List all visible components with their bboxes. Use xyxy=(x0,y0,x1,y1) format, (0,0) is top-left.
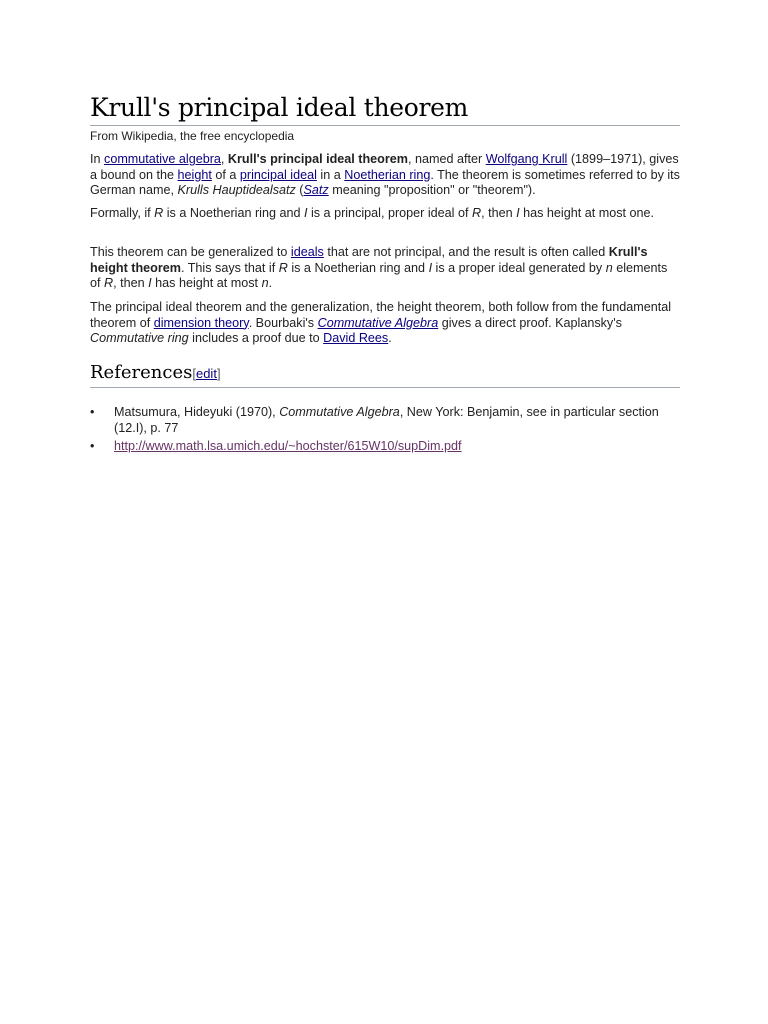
text: The principal ideal theorem and the generalization, the height theorem, both follow from the fundamental theorem of xyxy=(90,300,672,330)
edit-section xyxy=(192,366,220,381)
math-var: R xyxy=(278,260,288,275)
math-var: I xyxy=(516,206,520,220)
section-title: References xyxy=(90,362,193,383)
math-var: R xyxy=(104,276,114,290)
proof-paragraph xyxy=(90,300,680,347)
link-dimension-theory[interactable]: dimension theory xyxy=(153,315,249,330)
link-commutative-algebra[interactable]: commutative algebra xyxy=(104,152,221,166)
page-title: Krull's principal ideal theorem xyxy=(90,92,680,126)
text: includes a proof due to xyxy=(188,331,324,345)
link-principal-ideal[interactable]: principal ideal xyxy=(239,167,317,182)
text: elements of xyxy=(90,260,668,290)
text: has height at most one. xyxy=(519,206,655,220)
math-var: I xyxy=(148,276,152,290)
link-ideals[interactable]: ideals xyxy=(290,245,324,259)
math-var: I xyxy=(303,206,308,220)
page-subtitle: From Wikipedia, the free encyclopedia xyxy=(90,129,295,143)
text: is a Noetherian ring and xyxy=(287,260,429,275)
text: Matsumura, Hideyuki (1970), xyxy=(114,405,280,419)
list-item xyxy=(90,405,680,436)
link-satz[interactable]: Satz xyxy=(303,183,329,197)
text: is a principal, proper ideal of xyxy=(307,206,472,220)
formal-paragraph xyxy=(90,206,680,222)
text: , New York: Benjamin, see in particular section (12.I), p. 77 xyxy=(114,405,659,435)
text: . This says that if xyxy=(180,260,279,275)
text: is a Noetherian ring and xyxy=(163,206,304,220)
text: . Bourbaki's xyxy=(248,315,318,330)
italic-term: Commutative ring xyxy=(90,331,189,345)
text: . xyxy=(388,331,392,345)
text: (1899–1971), gives a bound on the xyxy=(90,152,679,182)
text: In xyxy=(90,152,105,166)
text: meaning "proposition" or "theorem"). xyxy=(328,183,536,197)
text: . The theorem is sometimes referred to by its German name, xyxy=(90,167,680,197)
link-david-rees[interactable]: David Rees xyxy=(323,331,389,345)
text: , then xyxy=(481,206,517,220)
text: Formally, if xyxy=(90,206,155,220)
text: , then xyxy=(113,276,149,290)
link-commutative-algebra-book[interactable]: Commutative Algebra xyxy=(317,315,439,330)
book-title: Commutative Algebra xyxy=(279,405,400,419)
bullet: • xyxy=(90,439,95,453)
text: , named after xyxy=(407,152,486,166)
external-link[interactable]: http://www.math.lsa.umich.edu/~hochster/615W10/supDim.pdf xyxy=(114,439,462,453)
bullet: • xyxy=(90,405,95,419)
link-noetherian-ring[interactable]: Noetherian ring xyxy=(344,167,431,182)
text: . xyxy=(268,276,273,290)
math-var: I xyxy=(428,260,433,275)
references-list xyxy=(90,405,680,458)
math-var: n xyxy=(605,260,613,275)
list-item xyxy=(90,439,680,455)
edit-link[interactable]: edit xyxy=(195,366,217,381)
bold-term: Krull's height theorem xyxy=(90,245,648,275)
text: has height at most xyxy=(151,276,262,290)
bracket: [ xyxy=(192,366,196,381)
text: of a xyxy=(211,167,240,182)
italic-term: Krulls Hauptidealsatz xyxy=(177,183,296,197)
math-var: R xyxy=(471,206,482,220)
bold-term: Krull's principal ideal theorem xyxy=(227,152,408,166)
intro-paragraph xyxy=(90,152,680,199)
text: , xyxy=(220,152,228,166)
math-var: n xyxy=(261,276,269,290)
math-var: R xyxy=(154,206,164,220)
link-wolfgang-krull[interactable]: Wolfgang Krull xyxy=(485,152,568,166)
text: is a proper ideal generated by xyxy=(432,260,606,275)
text: ( xyxy=(295,183,304,197)
text: This theorem can be generalized to xyxy=(90,245,291,259)
text: in a xyxy=(316,167,345,182)
text: that are not principal, and the result is often called xyxy=(323,245,609,259)
link-height[interactable]: height xyxy=(177,167,212,182)
text: gives a direct proof. Kaplansky's xyxy=(438,315,622,330)
bracket: ] xyxy=(216,366,221,381)
generalization-paragraph xyxy=(90,245,680,292)
references-heading xyxy=(90,361,680,388)
